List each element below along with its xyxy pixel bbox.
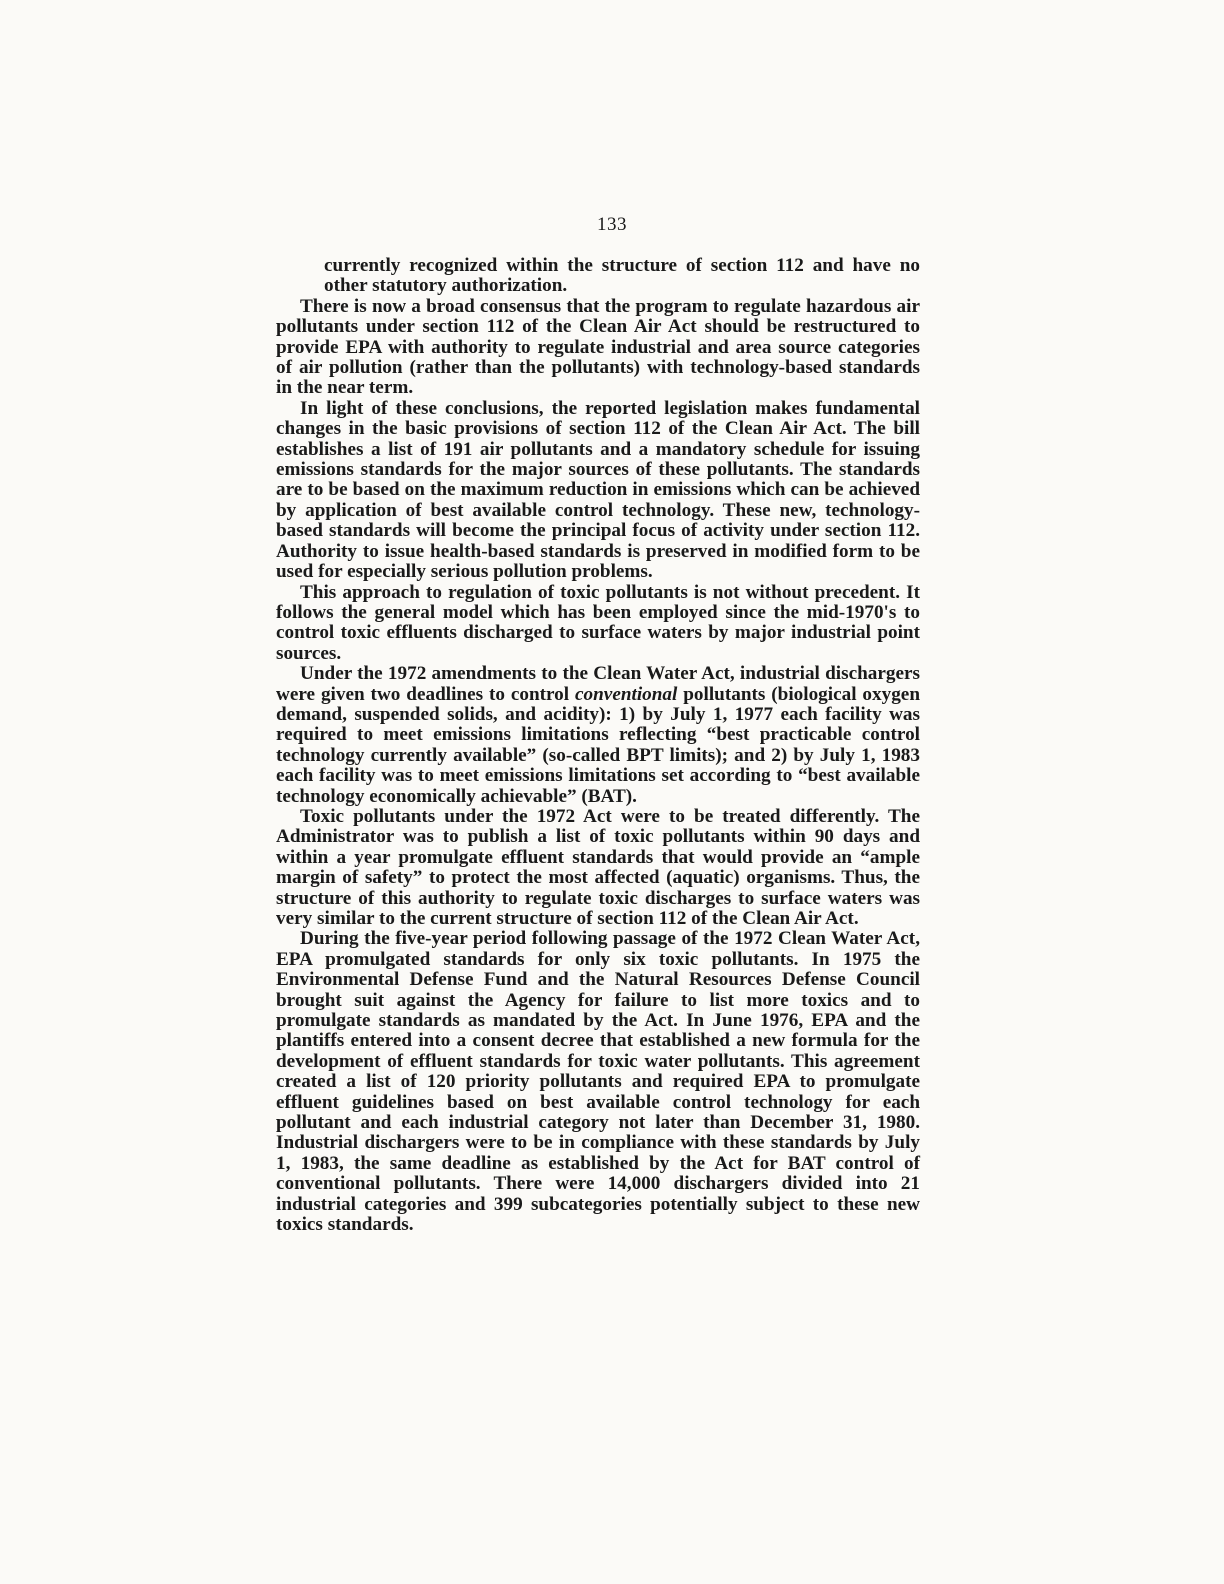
emphasized-term: conventional (575, 683, 678, 705)
paragraph-legislation-changes: In light of these conclusions, the reported legislation makes fundamental changes in the basic provisions of section 112 of the Clean Air Act. The bill establishes a list of 191 air pollutants and a mandatory schedule for issuing emissions standards for the major sources of these pollutants. The standards are to be based on the maximum reduction in emissions which can be achieved by application of best available control technology. These new, technology-based standards will become the principal focus of activity under section 112. Authority to issue health-based standards is preserved in modified form to be used for especially serious pollution problems. (276, 397, 920, 583)
paragraph-five-year-period: During the five-year period following passage of the 1972 Clean Water Act, EPA promulgated standards for only six toxic pollutants. In 1975 the Environmental Defense Fund and the Natural Resources Defense Council brought suit against the Agency for failure to list more toxics and to promulgate standards as mandated by the Act. In June 1976, EPA and the plantiffs entered into a consent decree that established a new formula for the development of effluent standards for toxic water pollutants. This agreement created a list of 120 priority pollutants and required EPA to promulgate effluent guidelines based on best available control technology for each pollutant and each industrial category not later than December 31, 1980. Industrial dischargers were to be in compliance with these standards by July 1, 1983, the same deadline as established by the Act for BAT control of conventional pollutants. There were 14,000 dischargers divided into 21 industrial categories and 399 subcategories potentially subject to these new toxics standards. (276, 928, 920, 1236)
paragraph-text: Under the 1972 amendments to the Clean Water Act, industrial dischargers were given two deadlines to control (276, 663, 920, 705)
paragraph-consensus: There is now a broad consensus that the program to regulate hazardous air pollutants under section 112 of the Clean Air Act should be restructured to provide EPA with authority to regulate industrial and area source categories of air pollution (rather than the pollutants) with technology-based standards in the near term. (276, 295, 920, 399)
page-number: 133 (597, 214, 627, 235)
body-text (276, 256, 920, 1236)
paragraph-text: pollutants (biological oxygen demand, suspended solids, and acidity): 1) by July 1, 1977 each facility was required to meet emissions limitations reflecting “best practicable control technology currently available” (so-called BPT limits); and 2) by July 1, 1983 each facility was to meet emissions limitations set according to “best available technology economically achievable” (BAT). (276, 683, 920, 807)
paragraph-toxic-pollutants: Toxic pollutants under the 1972 Act were to be treated differently. The Administrator was to publish a list of toxic pollutants within 90 days and within a year promulgate effluent standards that would provide an “ample margin of safety” to protect the most affected (aquatic) organisms. Thus, the structure of this authority to regulate toxic discharges to surface waters was very similar to the current structure of section 112 of the Clean Air Act. (276, 805, 920, 929)
paragraph-precedent: This approach to regulation of toxic pollutants is not without precedent. It follows the general model which has been employed since the mid-1970's to control toxic effluents discharged to surface waters by major industrial point sources. (276, 581, 920, 664)
paragraph-continuation: currently recognized within the structure of section 112 and have no other statutory authorization. (324, 255, 920, 297)
paragraph-clean-water-act (276, 664, 920, 807)
